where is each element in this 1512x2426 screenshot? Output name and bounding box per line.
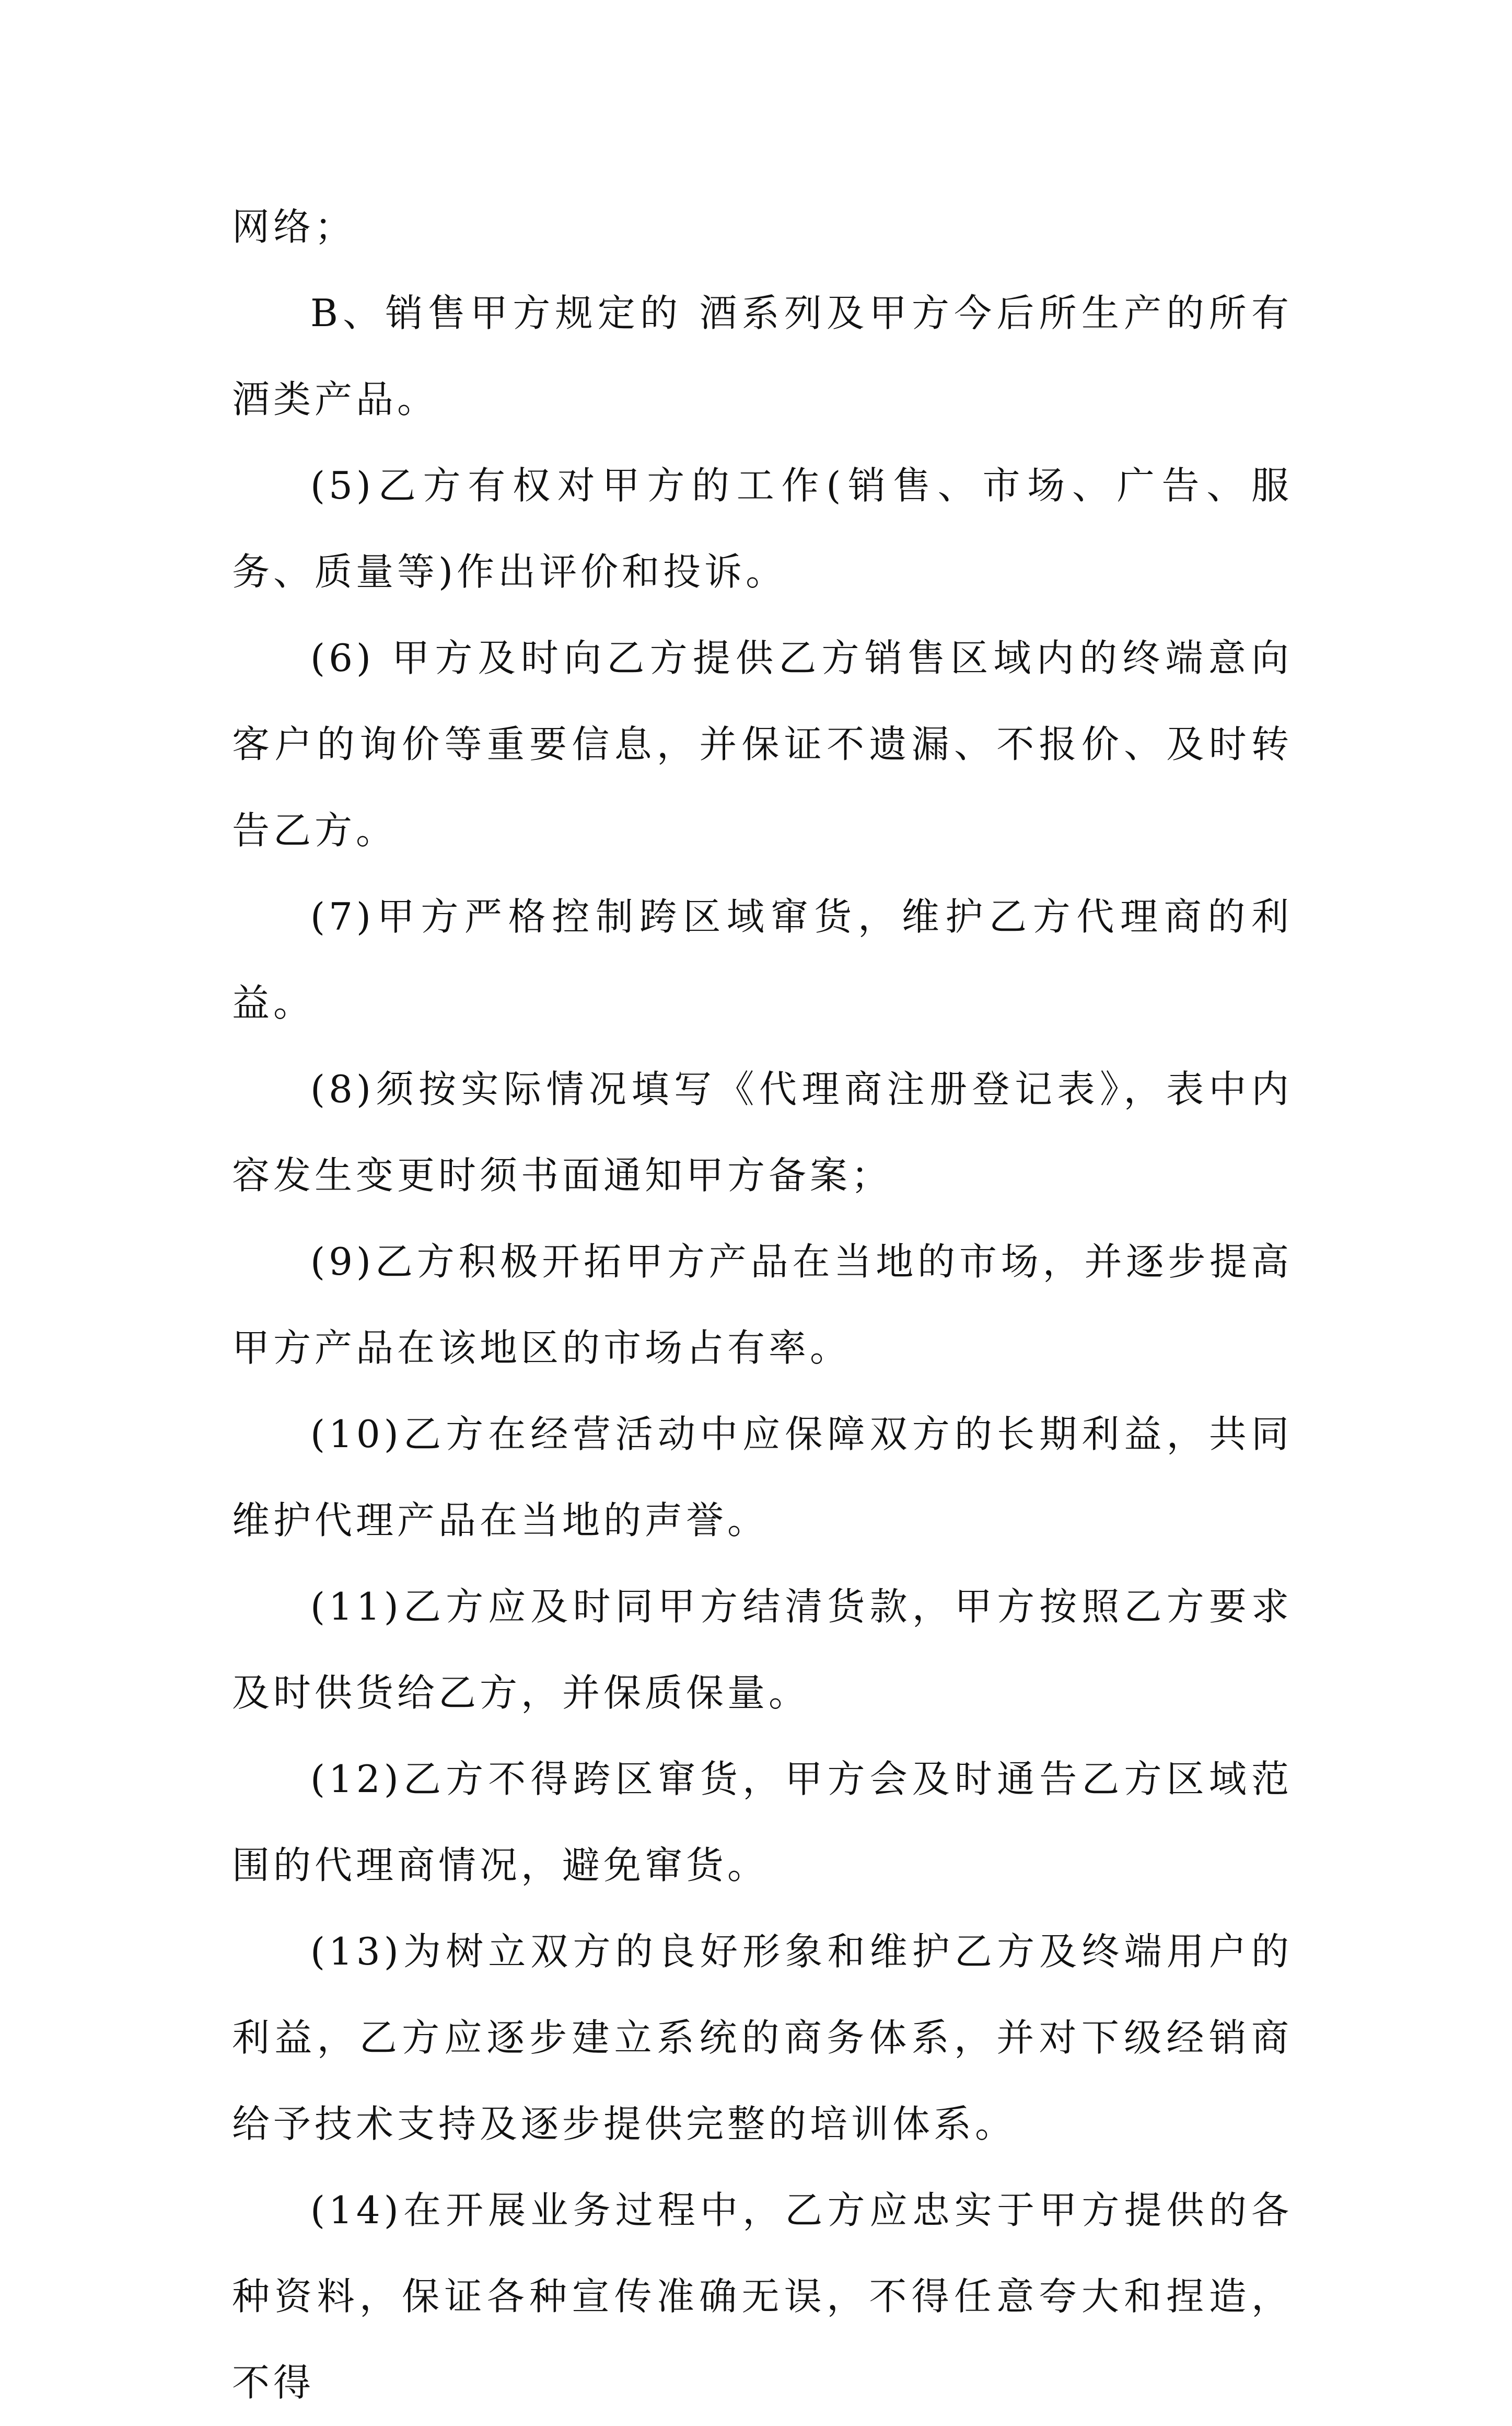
document-body	[232, 184, 1293, 2426]
paragraph: (9)乙方积极开拓甲方产品在当地的市场，并逐步提高甲方产品在该地区的市场占有率。	[232, 1240, 1293, 1370]
paragraph: (13)为树立双方的良好形象和维护乙方及终端用户的利益，乙方应逐步建立系统的商务体系，并对下级经销商给予技术支持及逐步提供完整的培训体系。	[232, 1930, 1293, 2146]
paragraph: B、销售甲方规定的 酒系列及甲方今后所生产的所有酒类产品。	[232, 291, 1293, 421]
paragraph: (11)乙方应及时同甲方结清货款，甲方按照乙方要求及时供货给乙方，并保质保量。	[232, 1585, 1293, 1715]
paragraph: 网络；	[232, 205, 356, 249]
paragraph: (5)乙方有权对甲方的工作(销售、市场、广告、服务、质量等)作出评价和投诉。	[232, 464, 1293, 594]
paragraph: (8)须按实际情况填写《代理商注册登记表》，表中内容发生变更时须书面通知甲方备案；	[232, 1067, 1293, 1197]
paragraph: (14)在开展业务过程中，乙方应忠实于甲方提供的各种资料，保证各种宣传准确无误，不得任意夸大和捏造，不得	[232, 2188, 1293, 2405]
paragraph: (7)甲方严格控制跨区域窜货，维护乙方代理商的利益。	[232, 895, 1293, 1025]
paragraph: (12)乙方不得跨区窜货，甲方会及时通告乙方区域范围的代理商情况，避免窜货。	[232, 1757, 1293, 1887]
paragraph: (10)乙方在经营活动中应保障双方的长期利益，共同维护代理产品在当地的声誉。	[232, 1412, 1293, 1542]
paragraph: (6) 甲方及时向乙方提供乙方销售区域内的终端意向客户的询价等重要信息，并保证不遗漏、不报价、及时转告乙方。	[232, 636, 1293, 852]
